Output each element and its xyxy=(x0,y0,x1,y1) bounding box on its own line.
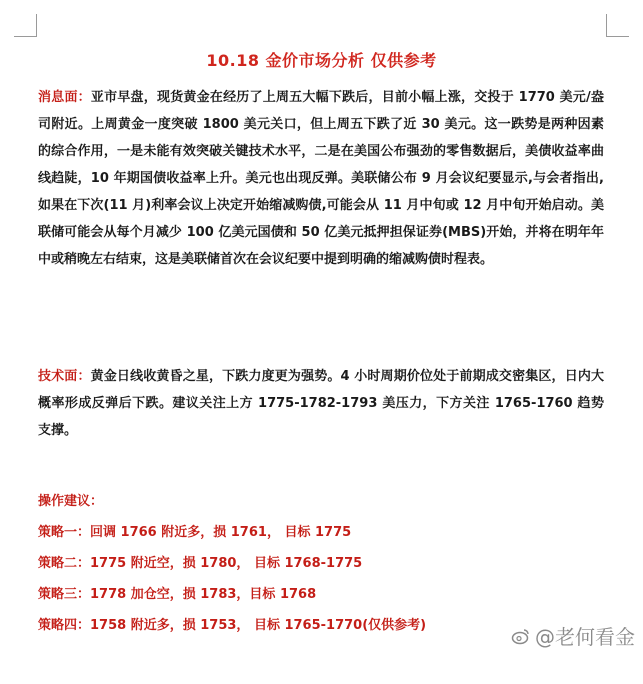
news-label: 消息面： xyxy=(38,90,91,105)
operation-advice-section xyxy=(38,492,538,647)
weibo-icon xyxy=(511,626,531,646)
news-section xyxy=(38,84,604,273)
news-text: 亚市早盘，现货黄金在经历了上周五大幅下跌后，目前小幅上涨，交投于 1770 美元/盎司附近。上周黄金一度突破 1800 美元关口，但上周五下跌了近 30 美元。这一跌势是两种因素的综合作用，一是未能有效突破关键技术水平，二是在美国公布强劲的零售数据后，美债收益率曲线趋陡，10 年期国债收益率上升。美元也出现反弹。美联储公布 9 月会议纪要显示,与会者指出,如果在下次(11 月)利率会议上决定开始缩减购债,可能会从 11 月中旬或 12 月中旬开始启动。美联储可能会从每个月减少 100 亿美元国债和 50 亿美元抵押担保证券(MBS)开始，并将在明年年中或稍晚左右结束，这是美联储首次在会议纪要中提到明确的缩减购债时程表。 xyxy=(38,90,604,267)
strategy-line: 策略一：回调 1766 附近多，损 1761， 目标 1775 xyxy=(38,525,352,540)
operation-advice-heading: 操作建议： xyxy=(38,494,104,509)
strategy-line: 策略二：1775 附近空，损 1780， 目标 1768-1775 xyxy=(38,556,363,571)
technical-label: 技术面： xyxy=(38,369,91,384)
page-corner-mark-top-left xyxy=(14,14,37,37)
strategy-line: 策略四：1758 附近多，损 1753， 目标 1765-1770(仅供参考) xyxy=(38,618,427,633)
watermark-text: @老何看金 xyxy=(535,625,635,649)
technical-section xyxy=(38,363,604,444)
technical-text: 黄金日线收黄昏之星，下跌力度更为强势。4 小时周期价位处于前期成交密集区，日内大概率形成反弹后下跌。建议关注上方 1775-1782-1793 美压力，下方关注 1765-1760 趋势支撑。 xyxy=(38,369,604,438)
watermark xyxy=(511,621,635,650)
page-corner-mark-top-right xyxy=(606,14,629,37)
document-title: 10.18 金价市场分析 仅供参考 xyxy=(206,51,437,70)
strategy-line: 策略三：1778 加仓空，损 1783，目标 1768 xyxy=(38,587,317,602)
